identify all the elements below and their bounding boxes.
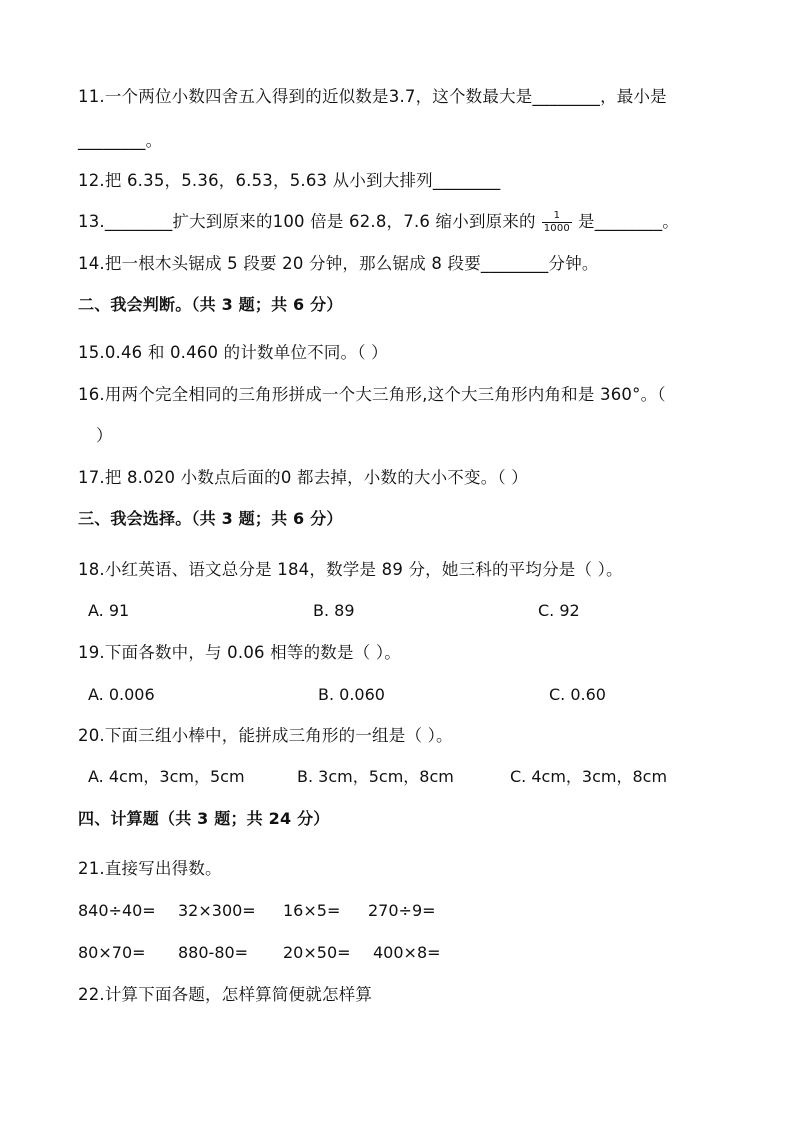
calc-row-1-item-2: 32×300= [178, 901, 256, 920]
question-19-option-c: C. 0.60 [549, 685, 606, 704]
question-18: 18.小红英语、语文总分是 184，数学是 89 分，她三科的平均分是（ ）。 [78, 560, 623, 579]
question-22: 22.计算下面各题，怎样算简便就怎样算 [78, 985, 373, 1004]
question-16-line-2: ） [96, 426, 113, 445]
question-20-option-b: B. 3cm，5cm，8cm [297, 767, 454, 786]
calc-row-1-item-4: 270÷9= [368, 901, 436, 920]
question-12: 12.把 6.35，5.36，6.53，5.63 从小到大排列________ [78, 171, 501, 190]
question-13-part-1: 13.________扩大到原来的100 倍是 62.8，7.6 缩小到原来的 [78, 212, 536, 231]
calc-row-1-item-1: 840÷40= [78, 901, 156, 920]
section-3-heading: 三、我会选择。（共 3 题；共 6 分） [78, 509, 343, 528]
fraction-denominator: 1000 [543, 223, 570, 234]
calc-row-2-item-1: 80×70= [78, 943, 146, 962]
question-20: 20.下面三组小棒中，能拼成三角形的一组是（ ）。 [78, 726, 453, 745]
question-18-option-a: A. 91 [88, 601, 130, 620]
fraction-numerator: 1 [542, 210, 572, 223]
question-21: 21.直接写出得数。 [78, 859, 222, 878]
question-18-option-c: C. 92 [538, 601, 580, 620]
question-13-part-2: 是________。 [578, 212, 679, 231]
question-19-option-a: A. 0.006 [88, 685, 155, 704]
question-16-line-1: 16.用两个完全相同的三角形拼成一个大三角形,这个大三角形内角和是 360°。（ [78, 385, 666, 404]
question-19-option-b: B. 0.060 [318, 685, 385, 704]
question-18-option-b: B. 89 [313, 601, 355, 620]
question-20-option-c: C. 4cm，3cm，8cm [510, 767, 668, 786]
calc-row-2-item-3: 20×50= [283, 943, 351, 962]
question-15: 15.0.46 和 0.460 的计数单位不同。（ ） [78, 343, 388, 362]
question-14: 14.把一根木头锯成 5 段要 20 分钟，那么锯成 8 段要________分钟。 [78, 254, 599, 273]
question-17: 17.把 8.020 小数点后面的0 都去掉，小数的大小不变。（ ） [78, 468, 529, 487]
question-20-option-a: A. 4cm，3cm，5cm [88, 767, 245, 786]
question-11-line-2: ________。 [78, 131, 163, 150]
section-4-heading: 四、计算题（共 3 题；共 24 分） [78, 809, 330, 828]
question-11-line-1: 11.一个两位小数四舍五入得到的近似数是3.7，这个数最大是________，最小是 [78, 87, 667, 106]
calc-row-2-item-2: 880-80= [178, 943, 249, 962]
calc-row-1-item-3: 16×5= [283, 901, 341, 920]
calc-row-2-item-4: 400×8= [373, 943, 441, 962]
question-13 [78, 210, 679, 235]
question-19: 19.下面各数中，与 0.06 相等的数是（ ）。 [78, 643, 401, 662]
fraction-1-over-1000 [542, 210, 572, 235]
section-2-heading: 二、我会判断。（共 3 题；共 6 分） [78, 295, 343, 314]
